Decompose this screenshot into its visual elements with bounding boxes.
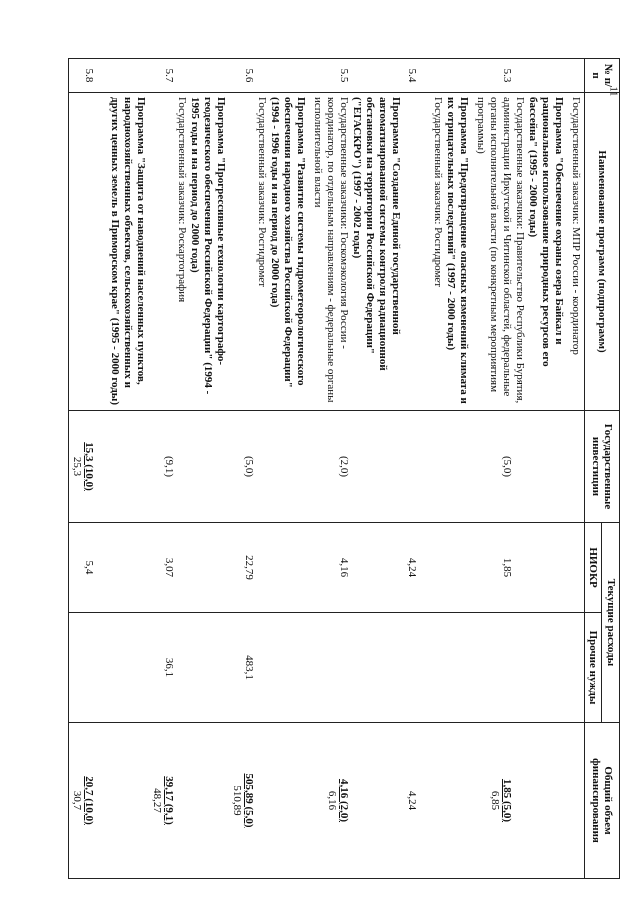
row-name: [309, 93, 404, 411]
niokr-value: 4,24: [404, 523, 472, 613]
program-title: Программа "Создание Единой государственной автоматизированной системы контроля радиационной обстановки на территории Российской Федерации" ("ЕГАСКРО") (1997 - 2002 годы): [351, 97, 402, 371]
customer-text: Государственные заказчики: Правительство Республики Бурятия, администрации Иркутской и Читинской областей, федеральные органы исполнительной власти (по конкретным мероприятиям программы): [474, 97, 526, 404]
total-primary: 4,16 (2,0): [337, 778, 350, 823]
row-name: [404, 93, 472, 411]
header-niokr: НИОКР: [584, 523, 602, 613]
program-title: Программа "Предотвращение опасных изменений климата и их отрицательных последствий" (1997 - 2000 годы): [445, 97, 470, 404]
total-secondary: 6,16: [325, 790, 338, 811]
row-num: 5.7: [149, 59, 229, 93]
row-num: 5.8: [69, 59, 150, 93]
page-number: 11: [607, 86, 619, 97]
total-secondary: 6,85: [488, 790, 501, 811]
total-value: [149, 723, 229, 879]
total-secondary: 4,24: [405, 790, 418, 811]
customer-text: Государственные заказчики: Госкомэкология России - координатор, по отдельным направлениям - федеральные органы исполнительной власти: [312, 97, 351, 403]
row-num: 5.4: [404, 59, 472, 93]
header-name: Наименование программ (подпрограмм): [584, 93, 619, 411]
table-row: [229, 59, 309, 879]
niokr-value: 4,16: [309, 523, 404, 613]
gov-investments-value: [69, 411, 150, 523]
other-needs-value: 483,1: [229, 613, 309, 723]
total-value: [404, 723, 472, 879]
gov-investments-value: (2,0): [309, 411, 404, 523]
niokr-value: 5,4: [69, 523, 150, 613]
row-num: 5.5: [309, 59, 404, 93]
row-name: [149, 93, 229, 411]
intro-num: [567, 59, 584, 93]
customer-text: Государственный заказчик: Роскартография: [176, 97, 189, 303]
table-row: [567, 59, 584, 879]
header-num: № п/п: [584, 59, 619, 93]
gov-investments-primary: 15,3 (10,0): [83, 442, 96, 491]
total-secondary: 30,7: [71, 790, 84, 811]
other-needs-value: [472, 613, 567, 723]
intro-customer-cell: [567, 93, 584, 411]
row-name: [472, 93, 567, 411]
total-primary: 39,17 (9,1): [163, 776, 176, 825]
gov-investments-secondary: 25,3: [71, 456, 84, 477]
total-primary: 20,7 (10,0): [83, 776, 96, 825]
header-current-expenses: Текущие расходы: [602, 523, 620, 723]
program-title: Программа "Защита от наводнений населенных пунктов, народнохозяйственных объектов, сельскохозяйственных и других ценных земель в Приморском крае" (1995 - 2000 годы): [109, 97, 148, 406]
header-total-funding: Общий объем финансирования: [584, 723, 619, 879]
program-title: Программа "Развитие системы гидрометеорологического обеспечения народного хозяйства Российской Федерации" (1994 - 1996 годы и на период до 2000 года): [269, 97, 308, 388]
total-primary: 1,85 (5,0): [500, 778, 513, 823]
niokr-value: 22,79: [229, 523, 309, 613]
other-needs-value: [404, 613, 472, 723]
other-needs-value: 36,1: [149, 613, 229, 723]
gov-investments-value: (5,0): [229, 411, 309, 523]
table-row: [404, 59, 472, 879]
customer-text: Государственный заказчик: Росгидромет: [256, 97, 269, 288]
total-value: [69, 723, 150, 879]
total-secondary: 510,89: [231, 785, 244, 816]
gov-investments-value: (5,0): [472, 411, 567, 523]
total-value: [472, 723, 567, 879]
row-num: 5.6: [229, 59, 309, 93]
customer-text: Государственный заказчик: Росгидромет: [432, 97, 445, 288]
total-secondary: 48,27: [151, 788, 164, 813]
other-needs-value: [69, 613, 150, 723]
gov-investments-value: (9,1): [149, 411, 229, 523]
row-num: 5.3: [472, 59, 567, 93]
table-row: [69, 59, 150, 879]
niokr-value: 1,85: [472, 523, 567, 613]
table-row: [309, 59, 404, 879]
intro-customer: Государственный заказчик: МПР России - координатор: [569, 97, 582, 355]
total-primary: 505,89 (5,0): [243, 773, 256, 828]
total-value: [229, 723, 309, 879]
program-title: Программа "Прогрессивные технологии картографо-геодезического обеспечения Российской Федерации" (1994 - 1995 годы и на период до 2000 года): [189, 97, 228, 395]
header-other-needs: Прочие нужды: [584, 613, 602, 723]
row-name: [229, 93, 309, 411]
rotated-table-container: [60, 58, 620, 878]
table-row: [472, 59, 567, 879]
total-value: [309, 723, 404, 879]
niokr-value: 3,07: [149, 523, 229, 613]
other-needs-value: [309, 613, 404, 723]
program-title: Программа "Обеспечение охраны озера Байкал и рациональное использование природных ресурсов его бассейна" (1995 - 2000 годы): [526, 97, 565, 367]
row-name: [69, 93, 150, 411]
programs-table: [68, 58, 620, 879]
table-row: [149, 59, 229, 879]
gov-investments-value: [404, 411, 472, 523]
header-gov-investments: Государственные инвестиции: [584, 411, 619, 523]
